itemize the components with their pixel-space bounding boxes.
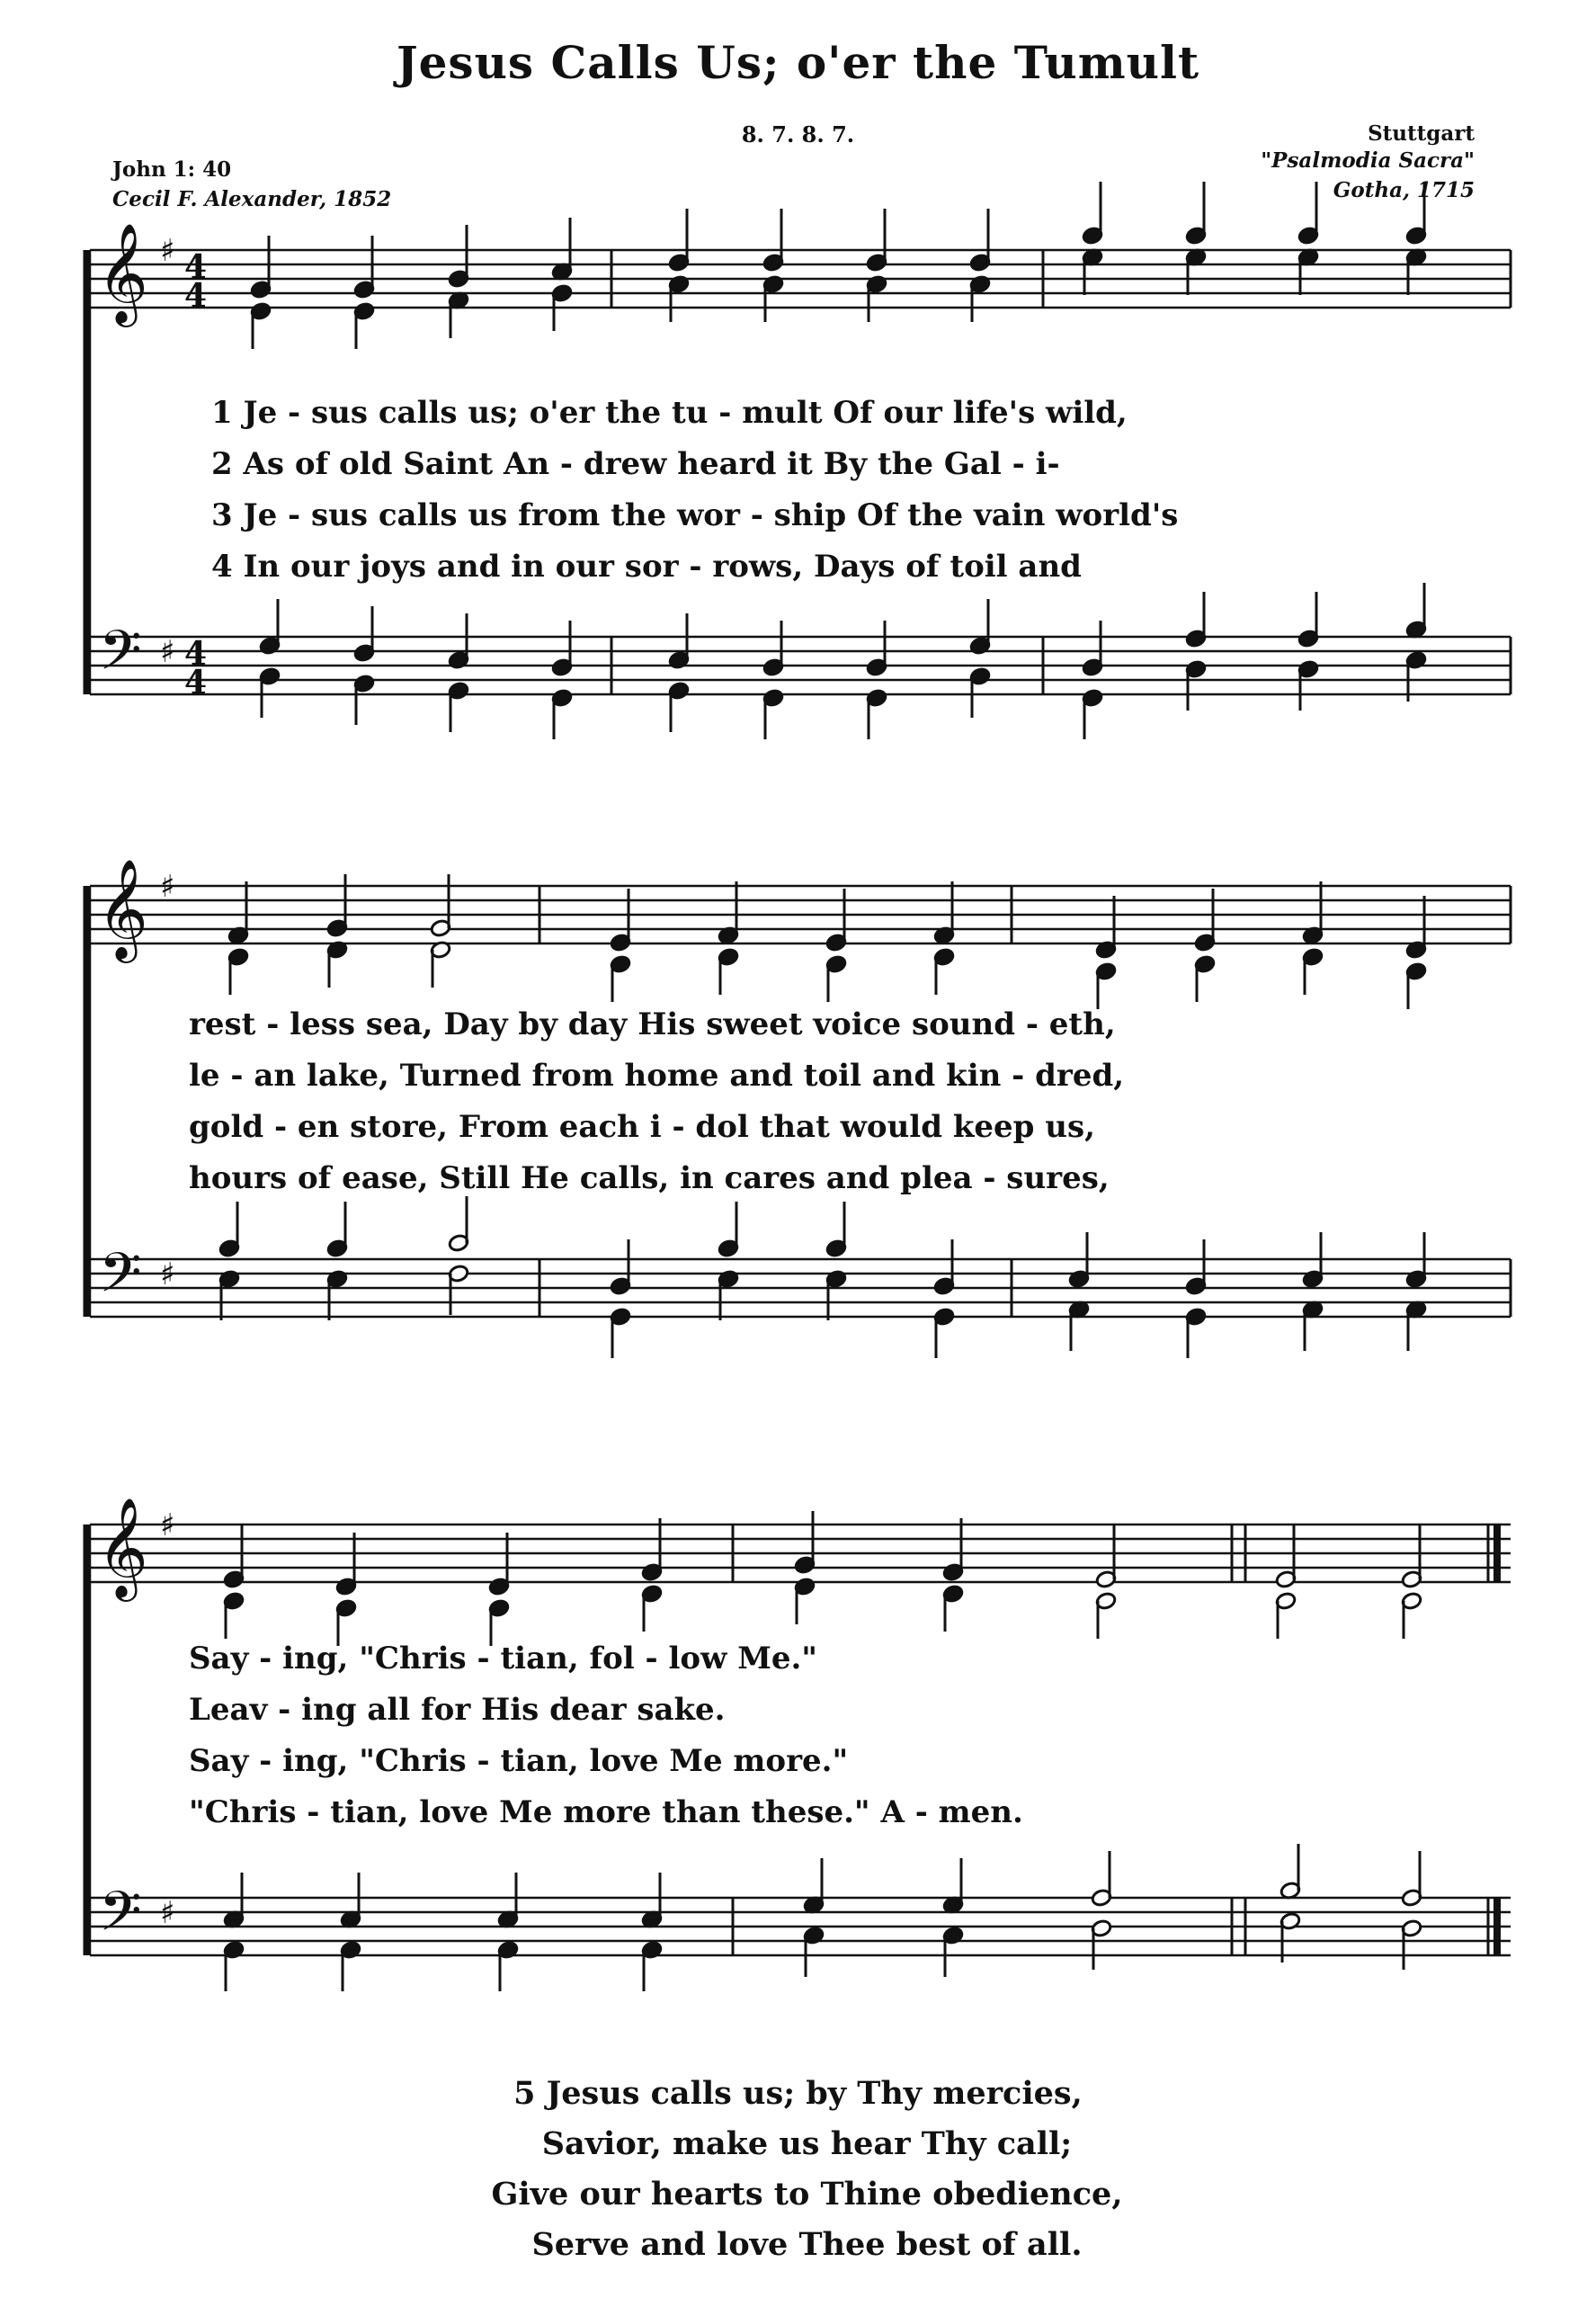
- verse-5-line: Savior, make us hear Thy call;: [541, 2125, 1073, 2162]
- author-credit: Cecil F. Alexander, 1852: [112, 187, 392, 211]
- bass-clef-icon: 𝄢: [99, 619, 142, 696]
- lyric-line: "Chris - tian, love Me more than these." A - men.: [189, 1794, 1023, 1830]
- lyric-line: 2 As of old Saint An - drew heard it By the Gal - i-: [211, 446, 1060, 482]
- lyric-line: Say - ing, "Chris - tian, fol - low Me.": [189, 1641, 818, 1677]
- bass-clef-icon: 𝄢: [99, 1241, 142, 1319]
- key-sharp-icon: ♯: [160, 634, 175, 670]
- key-sharp-icon: ♯: [160, 1507, 175, 1543]
- meter-label: 8. 7. 8. 7.: [741, 121, 855, 148]
- treble-clef-icon: 𝄞: [97, 222, 148, 323]
- verse-5: [0, 2069, 1596, 2270]
- verse-5-line: Give our hearts to Thine obedience,: [491, 2176, 1123, 2213]
- key-sharp-icon: ♯: [160, 1895, 175, 1931]
- treble-clef-icon: 𝄞: [97, 858, 148, 959]
- time-signature: 4: [184, 277, 208, 315]
- verse-5-line: Serve and love Thee best of all.: [531, 2226, 1083, 2263]
- verse-5-line: 5 Jesus calls us; by Thy mercies,: [513, 2075, 1083, 2112]
- key-sharp-icon: ♯: [160, 233, 175, 269]
- tune-name: Stuttgart: [1368, 121, 1475, 146]
- scripture-reference: John 1: 40: [112, 157, 232, 182]
- lyric-line: rest - less sea, Day by day His sweet voice sound - eth,: [189, 1006, 1116, 1042]
- lyric-line: gold - en store, From each i - dol that would keep us,: [189, 1109, 1095, 1145]
- time-signature: 4: [184, 664, 208, 702]
- key-sharp-icon: ♯: [160, 1256, 175, 1292]
- lyric-line: hours of ease, Still He calls, in cares and plea - sures,: [189, 1160, 1110, 1196]
- lyric-line: 1 Je - sus calls us; o'er the tu - mult Of our life's wild,: [211, 395, 1128, 431]
- bass-clef-icon: 𝄢: [99, 1880, 142, 1957]
- key-sharp-icon: ♯: [160, 869, 175, 905]
- treble-clef-icon: 𝄞: [97, 1497, 148, 1597]
- time-signature: 4: [184, 248, 208, 286]
- lyric-line: Leav - ing all for His dear sake.: [189, 1692, 726, 1728]
- lyric-line: le - an lake, Turned from home and toil and kin - dred,: [189, 1058, 1125, 1094]
- tune-source: "Psalmodia Sacra": [1261, 148, 1475, 173]
- hymn-title: Jesus Calls Us; o'er the Tumult: [396, 36, 1200, 89]
- tune-source-date: Gotha, 1715: [1333, 178, 1475, 202]
- lyric-line: Say - ing, "Chris - tian, love Me more.": [189, 1743, 849, 1779]
- time-signature: 4: [184, 635, 208, 673]
- lyric-line: 3 Je - sus calls us from the wor - ship Of the vain world's: [211, 497, 1179, 533]
- lyric-line: 4 In our joys and in our sor - rows, Days of toil and: [211, 549, 1082, 585]
